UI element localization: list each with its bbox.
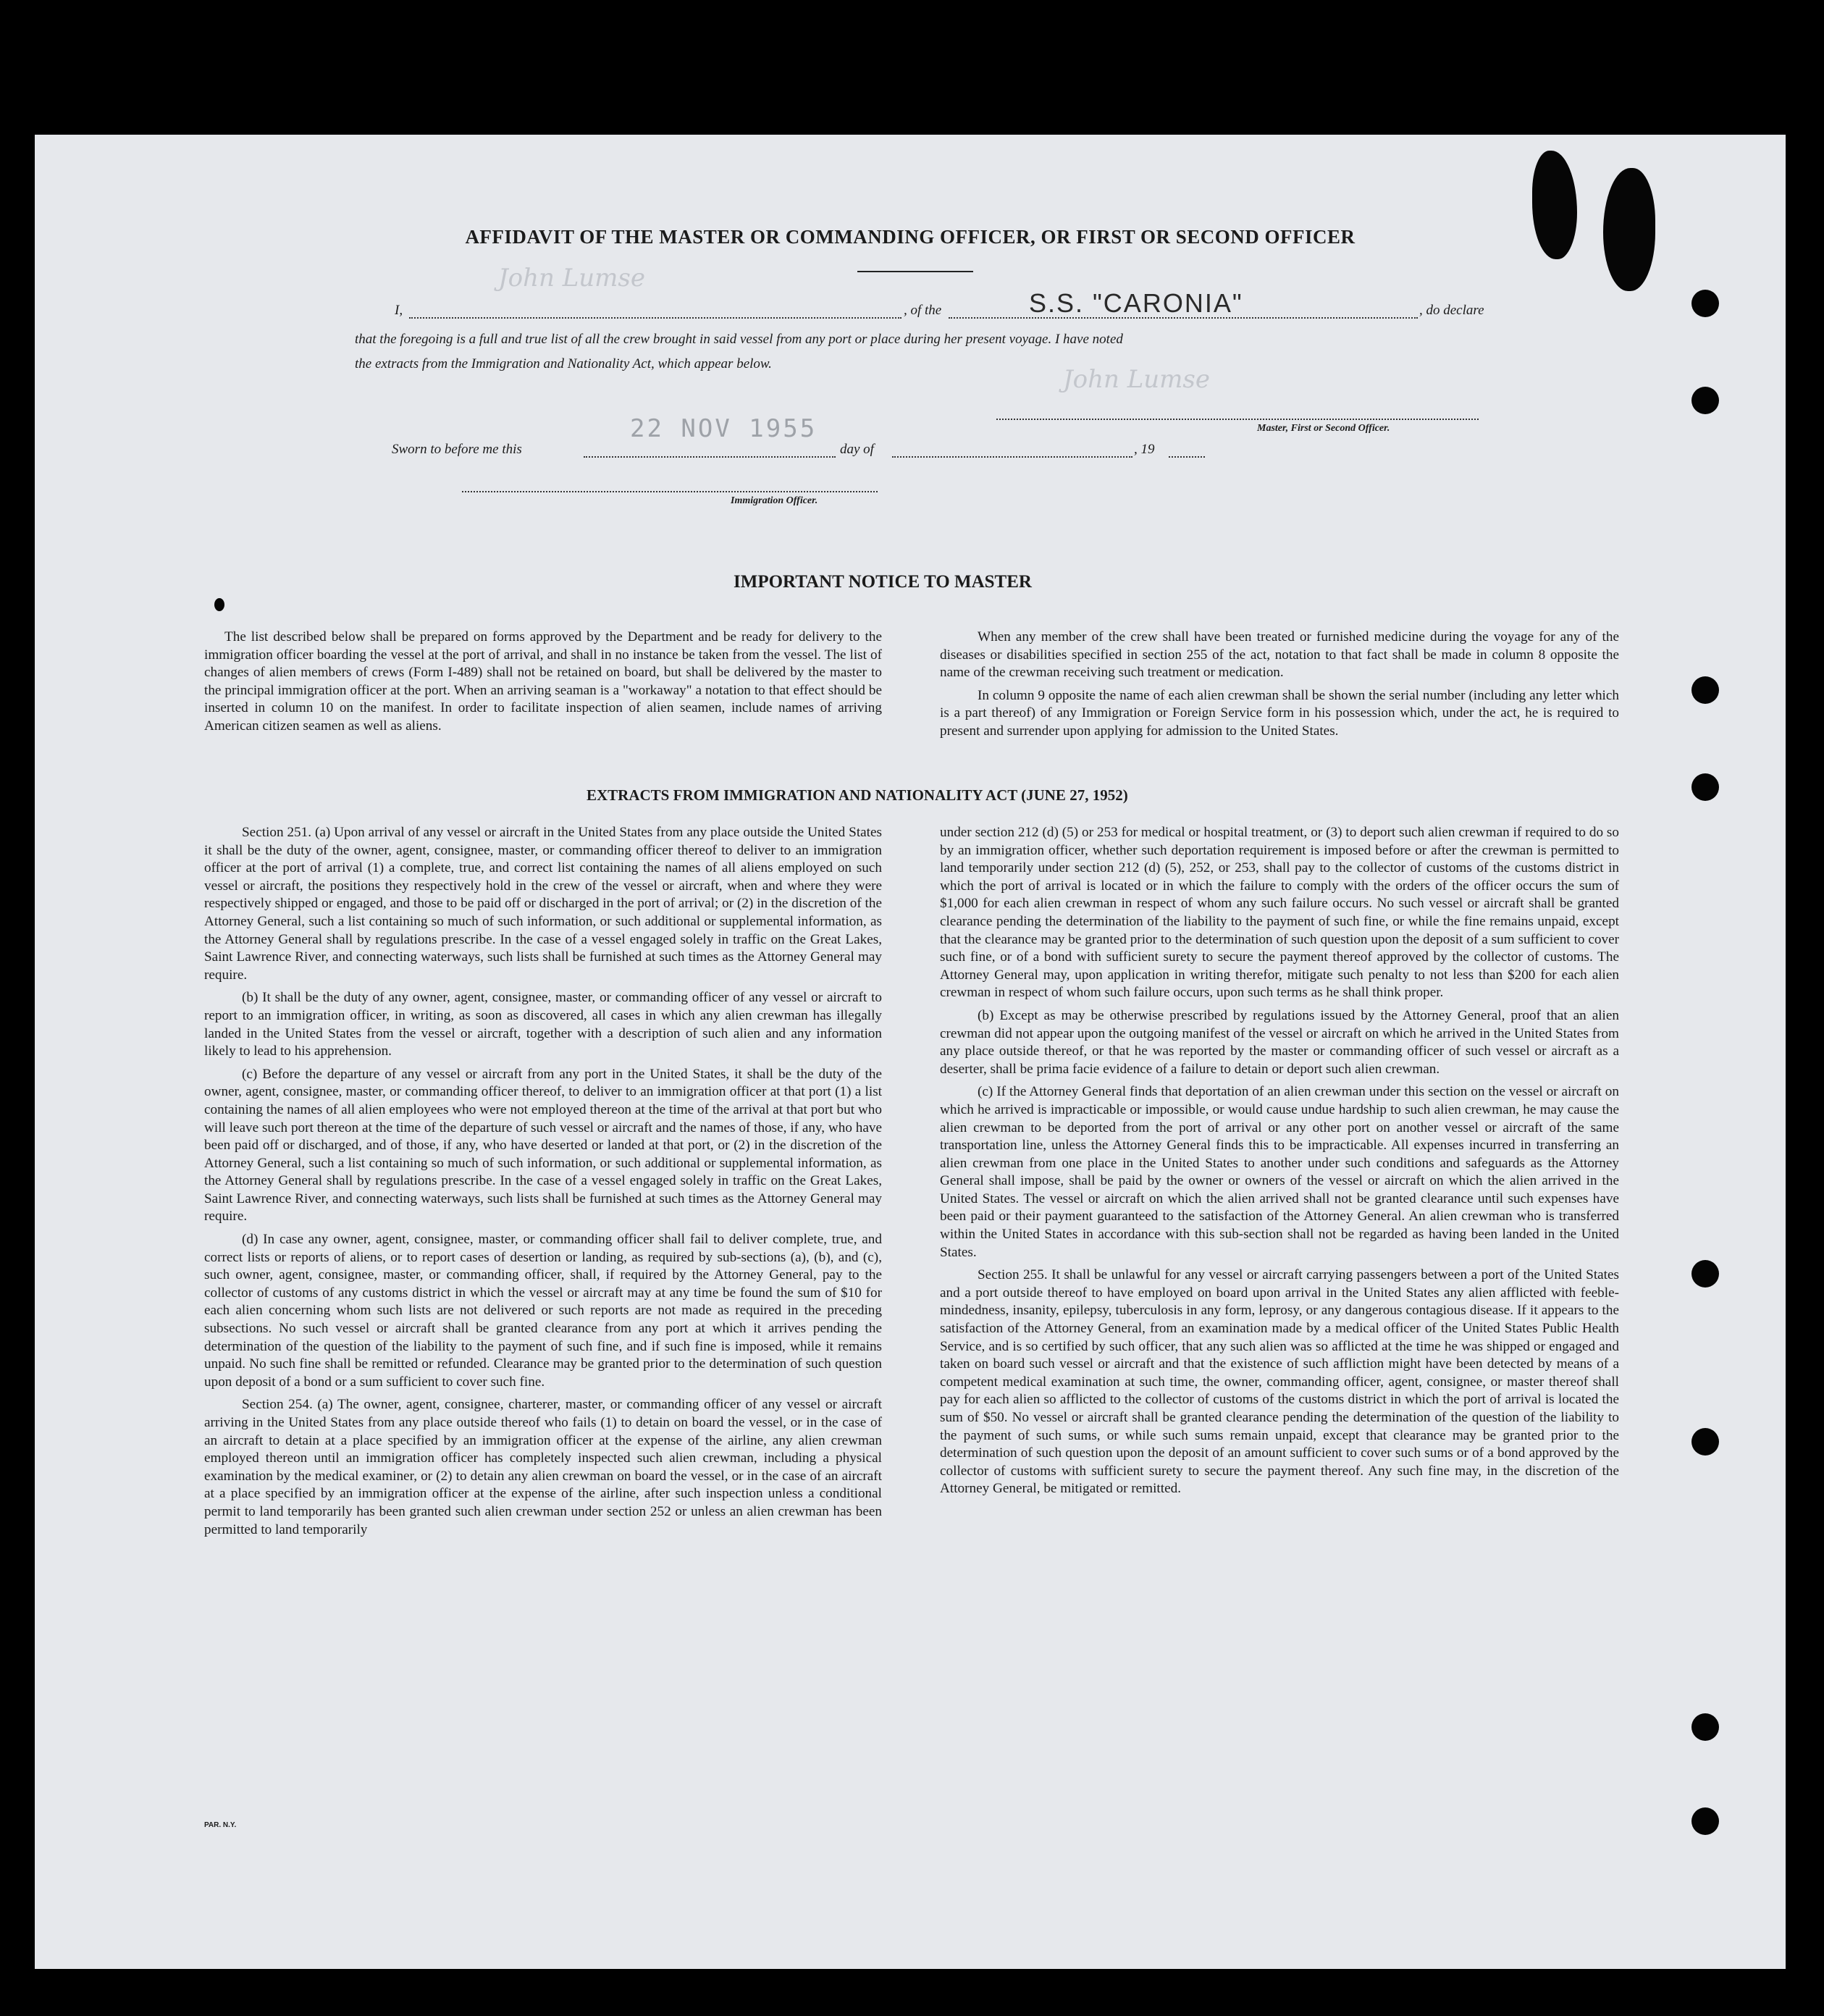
master-caption: Master, First or Second Officer.	[1257, 423, 1390, 434]
notice-right-p2: In column 9 opposite the name of each alien crewman shall be shown the serial number (including any letter which is a part thereof) of any Immigration or Foreign Service form in his possession which, under the act, he is required to present and surrender upon applying for admission to the United States.	[940, 687, 1619, 739]
extracts-left-column	[204, 824, 882, 1544]
punch-hole	[1691, 676, 1719, 704]
declaration-line-2: the extracts from the Immigration and Nationality Act, which appear below.	[355, 356, 772, 371]
extracts-right-column	[940, 824, 1619, 1503]
section-251-c: (c) Before the departure of any vessel or aircraft from any port in the United States, it shall be the duty of the owner, agent, consignee, master, or commanding officer thereof, to deliver to an immigration officer at that port (1) a list containing the names of all alien employees who were not employed thereon at the time of the arrival at that port but who will leave such port thereon at the time of the departure of such vessel or aircraft and the names of those, if any, who have been paid off or discharged, and of those, if any, who have deserted or landed at that port, or (2) in the discretion of the Attorney General, such a list containing so much of such information, or such additional or supplemental information, as the Attorney General shall by regulations prescribe. In the case of a vessel engaged solely in traffic on the Great Lakes, Saint Lawrence River, and connecting waterways, such lists shall be furnished at such times as the Attorney General may require.	[204, 1066, 882, 1225]
section-251-b: (b) It shall be the duty of any owner, agent, consignee, master, or commanding officer of any vessel or aircraft to report to an immigration officer, in writing, as soon as discovered, all cases in which any alien crewman has illegally landed in the United States from the vessel or aircraft, together with a description of such alien and any information likely to lead to his apprehension.	[204, 990, 882, 1059]
notice-left-text: The list described below shall be prepared on forms approved by the Department and be ready for delivery to the immigration officer boarding the vessel at the port of arrival, and shall in no instance be taken from the vessel. The list of changes of alien members of crews (Form I-489) shall not be retained on board, but shall be delivered by the master to the principal immigration officer at the port. When an arriving seaman is a "workaway" a notation to that effect should be inserted in column 10 on the manifest. In order to facilitate inspection of alien seamen, include names of arriving American citizen seamen as well as aliens.	[204, 629, 882, 734]
title-rule	[857, 271, 973, 272]
immigration-officer-line	[462, 491, 878, 492]
master-signature-line	[996, 419, 1479, 420]
document-page	[35, 135, 1786, 1969]
punch-hole	[1691, 773, 1719, 801]
punch-hole	[1691, 290, 1719, 317]
section-255: Section 255. It shall be unlawful for any vessel or aircraft carrying passengers between a port of the United States and a port outside thereof to have employed on board upon arrival in the United States any alien afflicted with feeble-mindedness, insanity, epilepsy, tuberculosis in any form, leprosy, or any dangerous contagious disease. If it appears to the satisfaction of the Attorney General, from an examination made by a medical officer of the United States Public Health Service, and is so certified by such officer, that any such alien was so afflicted at the time he was shipped or engaged and taken on board such vessel or aircraft and that the existence of such affliction might have been detected by means of a competent medical examination at such time, the owner, commanding officer, agent, consignee, or master thereof shall pay for each alien so afflicted to the collector of customs of the customs district in which the port of arrival is located the sum of $50. No vessel or aircraft shall be granted clearance pending the determination of the question of the liability to the payment of such sums, or while such sums remain unpaid, except that clearance may be granted prior to the determination of such question upon the deposit of an amount sufficient to cover such sums or of a bond approved by the collector of customs with sufficient surety to secure the payment thereof. Any such fine may, in the discretion of the Attorney General, be mitigated or remitted.	[940, 1267, 1619, 1497]
sworn-label: Sworn to before me this	[392, 442, 522, 457]
section-254-a-continued: under section 212 (d) (5) or 253 for medical or hospital treatment, or (3) to deport such alien crewman if required to do so by an immigration officer, whether such deportation requirement is imposed before or after the crewman is permitted to land temporarily under section 212 (d) (5), 252, or 253, shall pay to the collector of customs of the customs district in which the port of arrival is located or in which the failure to comply with the orders of the officer occurs the sum of $1,000 for each alien crewman in respect of whom any such failure occurs. No such vessel or aircraft shall be granted clearance pending the determination of the liability to the payment of such fine, or while the fine remains unpaid, except that the clearance may be granted prior to the determination of such question upon the deposit of a sum sufficient to cover such fine, or of a bond with sufficient surety to secure the payment thereof approved by the collector of customs. The Attorney General may, upon application in writing therefor, mitigate such penalty to not less than $200 for each alien crewman in respect of whom such failure occurs, upon such terms as he shall think proper.	[940, 825, 1619, 1001]
printer-mark: PAR. N.Y.	[204, 1821, 237, 1829]
notice-right-column	[940, 629, 1619, 746]
do-declare-label: , do declare	[1419, 303, 1484, 318]
name-field	[409, 317, 902, 319]
line-of-the-label: , of the	[904, 303, 942, 318]
punch-hole	[1691, 1260, 1719, 1288]
extracts-heading: EXTRACTS FROM IMMIGRATION AND NATIONALITY ACT (JUNE 27, 1952)	[587, 786, 1128, 804]
section-251-a: Section 251. (a) Upon arrival of any vessel or aircraft in the United States from any place outside the United States it shall be the duty of the owner, agent, consignee, master, or commanding officer thereof to deliver to an immigration officer at the port of arrival (1) a complete, true, and correct list containing the names of all aliens employed on such vessel or aircraft, the positions they respectively hold in the crew of the vessel or aircraft, when and where they were respectively shipped or engaged, and those to be paid off or discharged in the port of arrival; or (2) in the discretion of the Attorney General, such a list containing so much of such information, or such additional or supplemental information, as the Attorney General shall by regulations prescribe. In the case of a vessel engaged solely in traffic on the Great Lakes, Saint Lawrence River, and connecting waterways, such lists shall be furnished at such times as the Attorney General may require.	[204, 825, 882, 983]
month-field	[892, 456, 1132, 458]
ink-blot	[1532, 151, 1577, 259]
section-254-a: Section 254. (a) The owner, agent, consignee, charterer, master, or commanding officer of any vessel or aircraft arriving in the United States from any place outside thereof who fails (1) to detain on board the vessel, or in the case of an aircraft to detain at a place specified by an immigration officer at the expense of the airline, any alien crewman employed thereon until an immigration officer has completely inspected such alien crewman, including a physical examination by the medical examiner, or (2) to detain any alien crewman on board the vessel, or in the case of an aircraft at a place specified by an immigration officer at the expense of the airline, after such inspection unless a conditional permit to land temporarily has been granted such alien crewman under section 252 or unless an alien crewman has been permitted to land temporarily	[204, 1397, 882, 1537]
day-of-label: day of	[840, 442, 874, 457]
section-254-c: (c) If the Attorney General finds that deportation of an alien crewman under this section on the vessel or aircraft on which he arrived is impracticable or impossible, or would cause undue hardship to such alien crewman, he may cause the alien crewman to be deported from the port of arrival or any other port on another vessel or aircraft of the same transportation line, unless the Attorney General finds this to be impracticable. All expenses incurred in transferring an alien crewman from one place in the United States to another under such conditions and safeguards as the Attorney General shall impose, shall be paid by the owner or owners of the vessel or aircraft on which the alien arrived in the United States. The vessel or aircraft on which the alien arrived shall not be granted clearance until such expenses have been paid or their payment guaranteed to the satisfaction of the Attorney General. An alien crewman who is transferred within the United States in accordance with this sub-section shall not be regarded as having been landed in the United States.	[940, 1084, 1619, 1260]
ink-speck	[214, 598, 224, 611]
declaration-line-1: that the foregoing is a full and true list of all the crew brought in said vessel from any port or place during her present voyage. I have noted	[355, 332, 1123, 347]
date-stamp: 22 NOV 1955	[630, 414, 818, 443]
punch-hole	[1691, 1428, 1719, 1456]
year-label: , 19	[1134, 442, 1155, 457]
notice-left-column	[204, 629, 882, 741]
line-i-label: I,	[395, 303, 403, 318]
signature-faint-1: John Lumse	[498, 264, 645, 293]
signature-faint-2: John Lumse	[1063, 365, 1210, 394]
punch-hole	[1691, 1807, 1719, 1835]
affidavit-title: AFFIDAVIT OF THE MASTER OR COMMANDING OFFICER, OR FIRST OR SECOND OFFICER	[465, 226, 1356, 248]
ink-blot	[1603, 168, 1655, 291]
year-field	[1169, 456, 1205, 458]
sworn-day-field	[584, 456, 836, 458]
section-254-b: (b) Except as may be otherwise prescribed by regulations issued by the Attorney General, proof that an alien crewman did not appear upon the outgoing manifest of the vessel or aircraft on which he arrived in the United States from any place outside thereof, or that he was reported by the master or commanding officer of such vessel or aircraft as a deserter, shall be prima facie evidence of a failure to detain or deport such alien crewman.	[940, 1007, 1619, 1077]
notice-right-p1: When any member of the crew shall have been treated or furnished medicine during the voyage for any of the diseases or disabilities specified in section 255 of the act, notation to that fact shall be made in column 8 opposite the name of the crewman receiving such treatment or medication.	[940, 629, 1619, 681]
punch-hole	[1691, 1713, 1719, 1741]
immigration-caption: Immigration Officer.	[731, 495, 818, 506]
notice-heading: IMPORTANT NOTICE TO MASTER	[734, 572, 1032, 592]
punch-hole	[1691, 387, 1719, 414]
ship-name: S.S. "CARONIA"	[1029, 288, 1243, 318]
section-251-d: (d) In case any owner, agent, consignee, master, or commanding officer shall fail to deliver complete, true, and correct lists or reports of aliens, or to report cases of desertion or landing, as required by sub-sections (a), (b), and (c), such owner, agent, consignee, master, or commanding officer, shall, if required by the Attorney General, pay to the collector of customs of any customs district in which the vessel or aircraft may at any time be found the sum of $10 for each alien concerning whom such lists are not delivered or such reports are not made as required in the preceding subsections. No such vessel or aircraft shall be granted clearance from any port at which it arrives pending the determination of the question of the liability to the payment of such fine, and if such fine is imposed, while it remains unpaid. No such fine shall be remitted or refunded. Clearance may be granted prior to the determination of such question upon deposit of a bond or a sum sufficient to cover such fine.	[204, 1232, 882, 1390]
